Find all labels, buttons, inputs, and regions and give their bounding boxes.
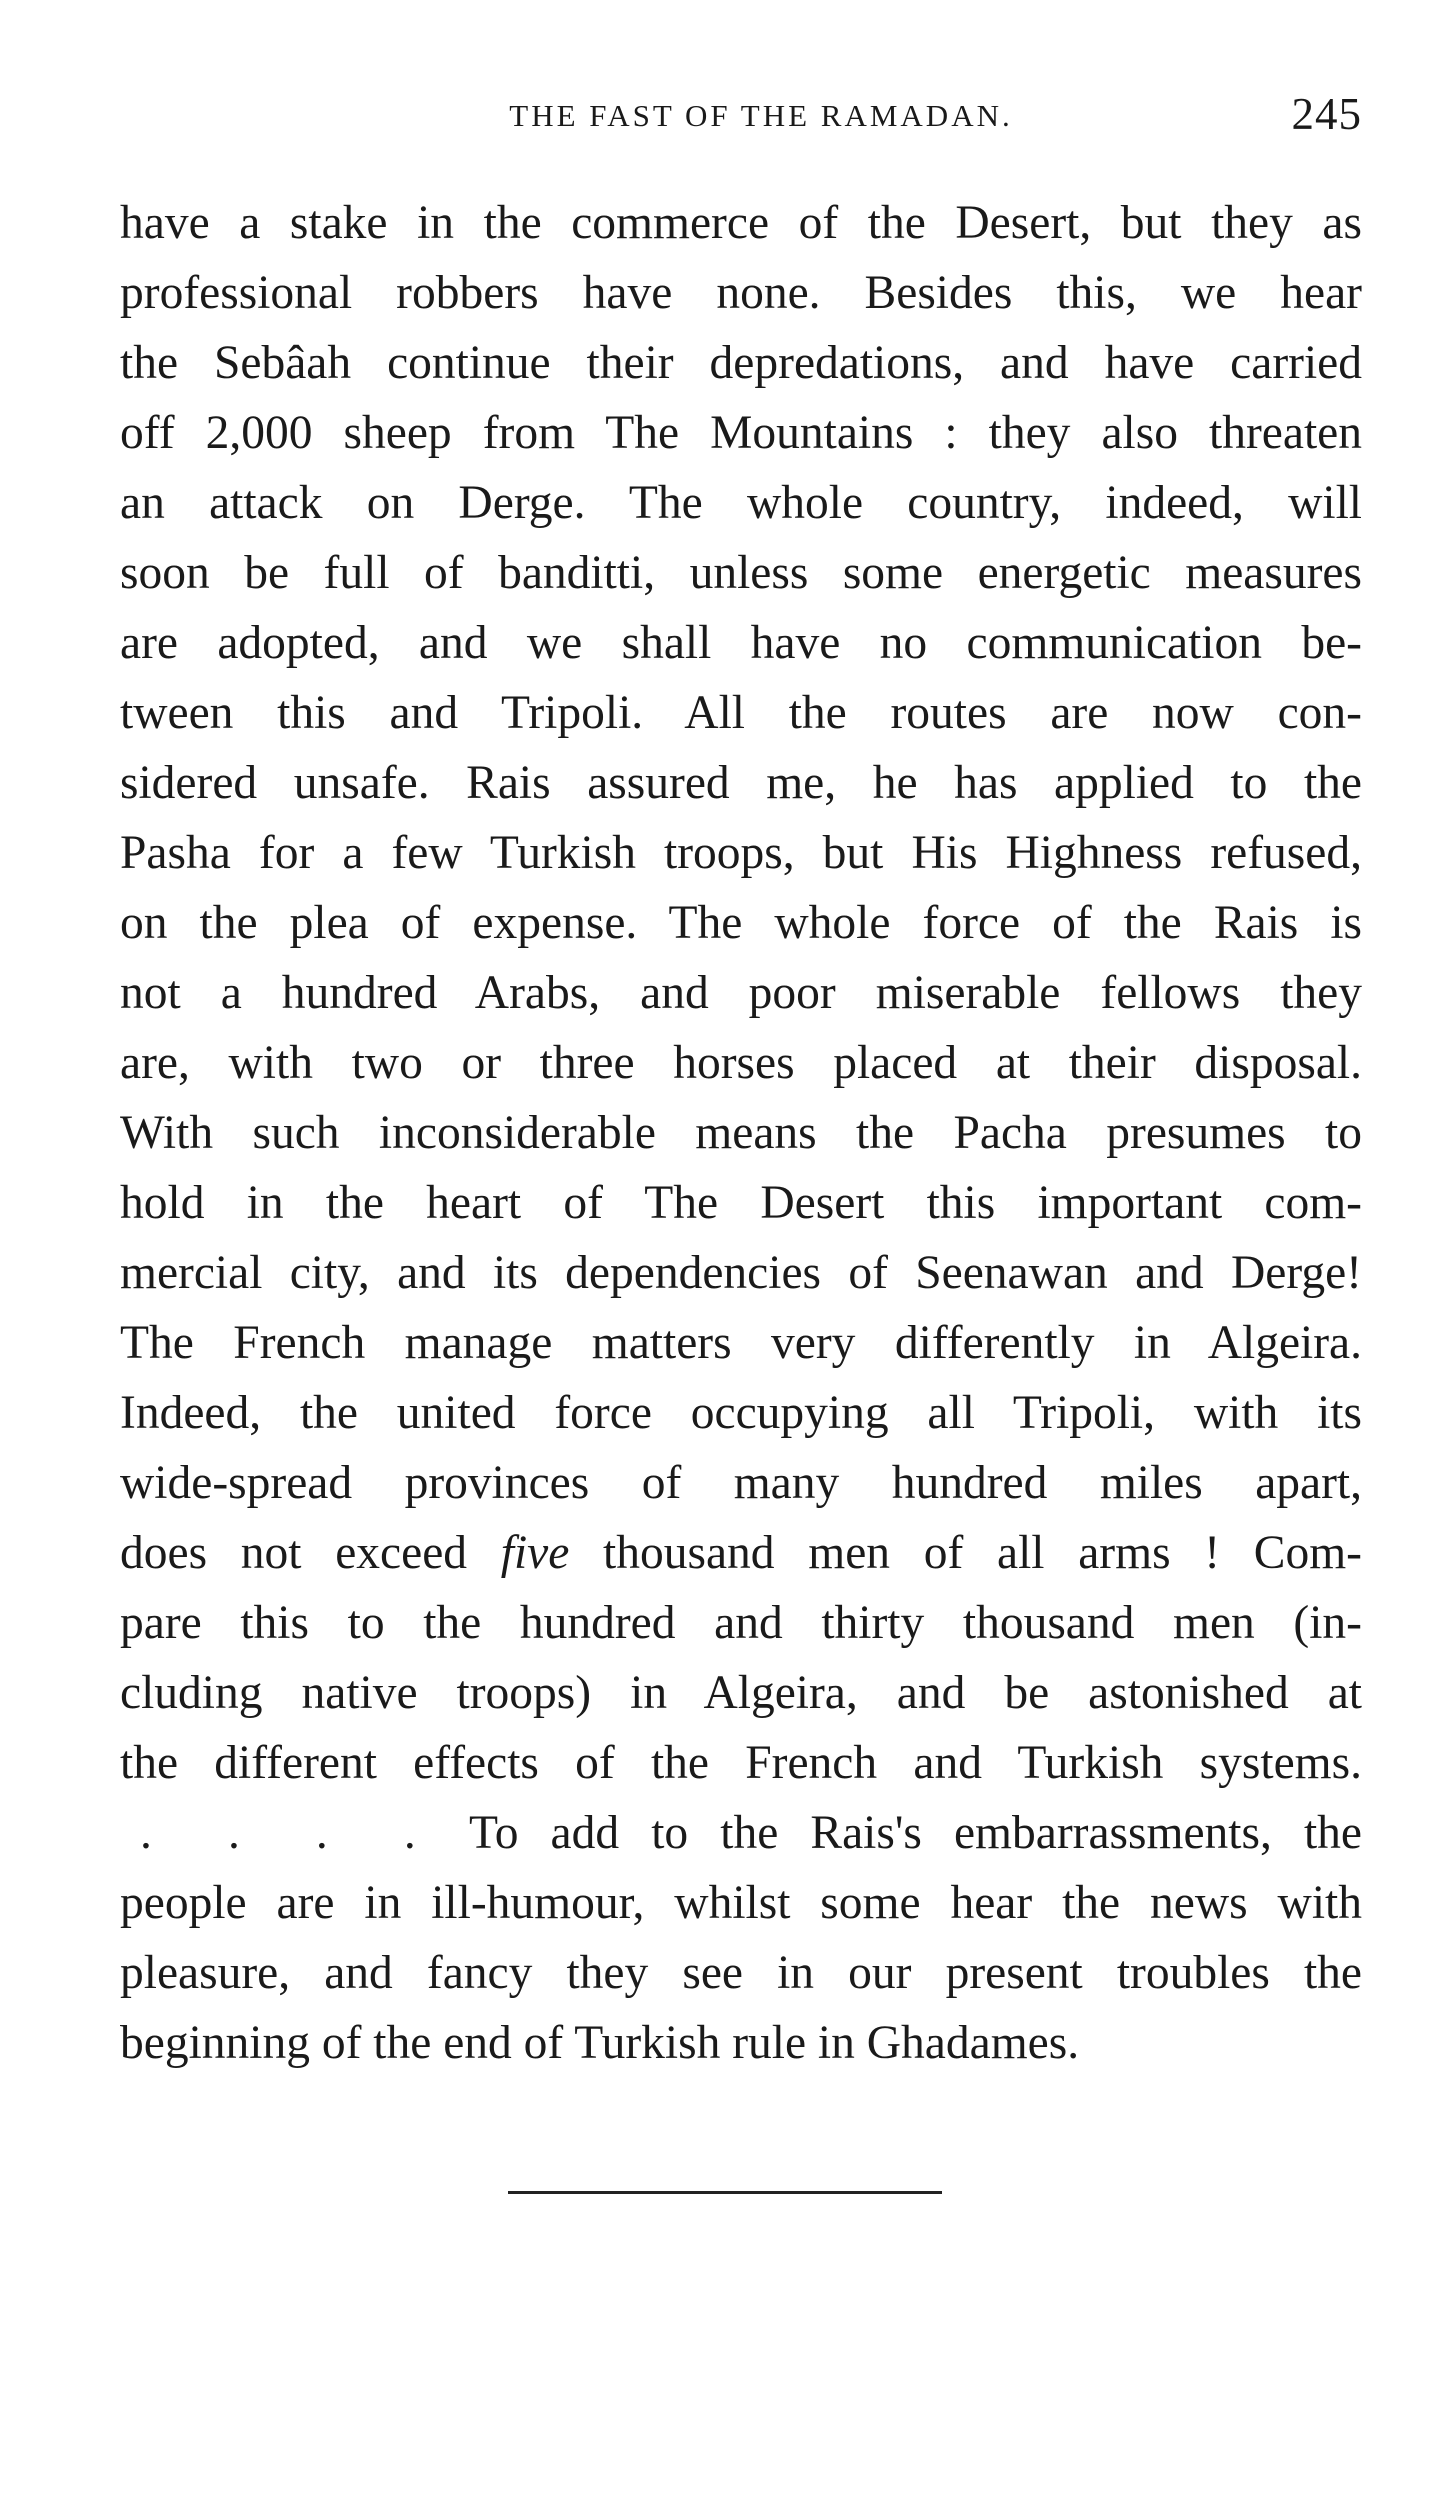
text-line-with-ellipsis [120,1798,1362,1868]
ellipsis-dots: . . . . [140,1807,438,1859]
text-line: professional robbers have none. Besides this, we hear [120,267,1362,319]
text-line: people are in ill-humour, whilst some hear the news with [120,1877,1362,1929]
text-line: cluding native troops) in Algeira, and be astonished at [120,1667,1362,1719]
italic-emphasis: five [500,1527,570,1579]
text-line: the Sebâah continue their depredations, and have carried [120,337,1362,389]
text-segment: thousand men of all arms ! Com- [569,1527,1362,1579]
running-head [120,88,1362,148]
text-line: pare this to the hundred and thirty thousand men (in- [120,1597,1362,1649]
text-line: an attack on Derge. The whole country, indeed, will [120,477,1362,529]
body-text [120,188,1362,2078]
text-line: wide-spread provinces of many hundred miles apart, [120,1457,1362,1509]
text-line: have a stake in the commerce of the Desert, but they as [120,197,1362,249]
running-title: THE FAST OF THE RAMADAN. [509,98,1013,133]
text-line: soon be full of banditti, unless some energetic measures [120,547,1362,599]
text-line: are, with two or three horses placed at their disposal. [120,1037,1362,1089]
text-line-last: beginning of the end of Turkish rule in Ghadames. [120,2017,1080,2069]
text-line: Indeed, the united force occupying all Tripoli, with its [120,1387,1362,1439]
text-line: Pasha for a few Turkish troops, but His Highness refused, [120,827,1362,879]
text-line: sidered unsafe. Rais assured me, he has applied to the [120,757,1362,809]
section-divider-rule [508,2191,942,2194]
text-line: mercial city, and its dependencies of Seenawan and Derge! [120,1247,1362,1299]
text-line-with-italic [120,1518,1362,1588]
text-segment: To add to the Rais's embarrassments, the [469,1807,1362,1859]
text-line: not a hundred Arabs, and poor miserable fellows they [120,967,1362,1019]
text-line: The French manage matters very differently in Algeira. [120,1317,1362,1369]
text-line: off 2,000 sheep from The Mountains : they also threaten [120,407,1362,459]
text-segment: does not exceed [120,1527,501,1579]
text-line: on the plea of expense. The whole force of the Rais is [120,897,1362,949]
text-line: tween this and Tripoli. All the routes are now con- [120,687,1362,739]
page-number: 245 [1291,89,1362,139]
text-line: the different effects of the French and Turkish systems. [120,1737,1362,1789]
text-line: are adopted, and we shall have no communication be- [120,617,1362,669]
text-line: With such inconsiderable means the Pacha presumes to [120,1107,1362,1159]
text-line: pleasure, and fancy they see in our present troubles the [120,1947,1362,1999]
text-line: hold in the heart of The Desert this important com- [120,1177,1362,1229]
